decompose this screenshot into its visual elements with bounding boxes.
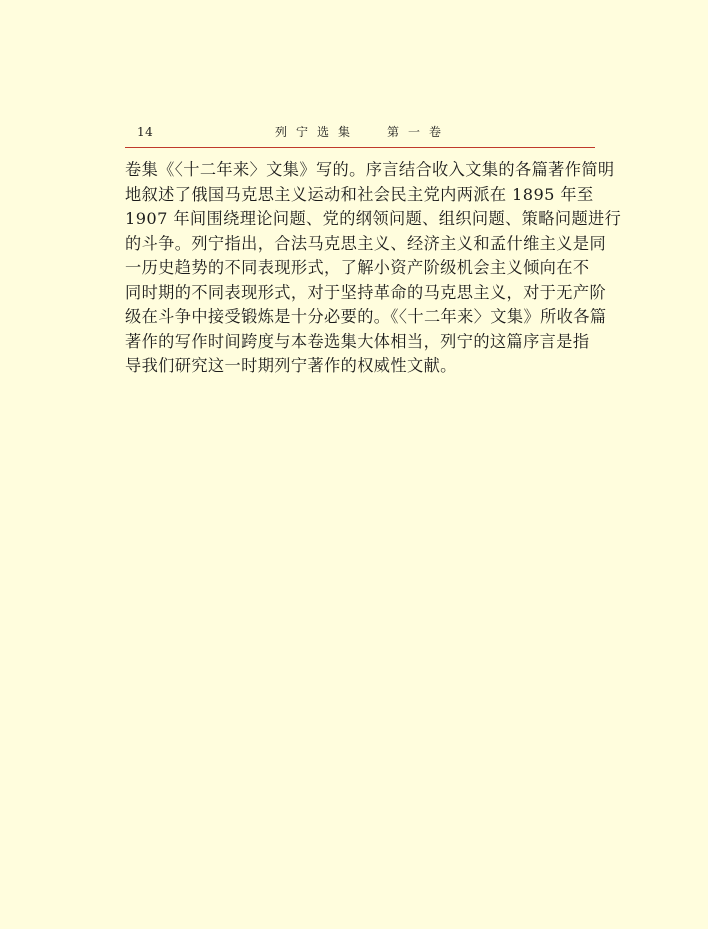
book-title: 列宁选集 <box>275 125 360 139</box>
running-header <box>125 124 595 144</box>
body-paragraph <box>125 158 622 379</box>
text-line-7: 级在斗争中接受锻炼是十分必要的。《〈十二年来〉文集》所收各篇 <box>125 307 607 326</box>
text-line-4: 的斗争。列宁指出，合法马克思主义、经济主义和孟什维主义是同 <box>125 233 607 253</box>
text-line-6: 同时期的不同表现形式，对于坚持革命的马克思主义，对于无产阶 <box>125 282 607 302</box>
text-line-9: 导我们研究这一时期列宁著作的权威性文献。 <box>125 356 457 375</box>
text-line-8: 著作的写作时间跨度与本卷选集大体相当，列宁的这篇序言是指 <box>125 331 590 351</box>
text-line-1: 卷集《〈十二年来〉文集》写的。序言结合收入文集的各篇著作简明 <box>125 160 615 179</box>
text-line-3: 1907 年间围绕理论问题、党的纲领问题、组织问题、策略问题进行 <box>125 209 622 228</box>
volume-title: 第一卷 <box>387 125 451 139</box>
page-number: 14 <box>137 125 154 139</box>
header-rule <box>125 147 595 148</box>
text-line-5: 一历史趋势的不同表现形式，了解小资产阶级机会主义倾向在不 <box>125 258 590 277</box>
text-line-2: 地叙述了俄国马克思主义运动和社会民主党内两派在 1895 年至 <box>125 184 594 204</box>
